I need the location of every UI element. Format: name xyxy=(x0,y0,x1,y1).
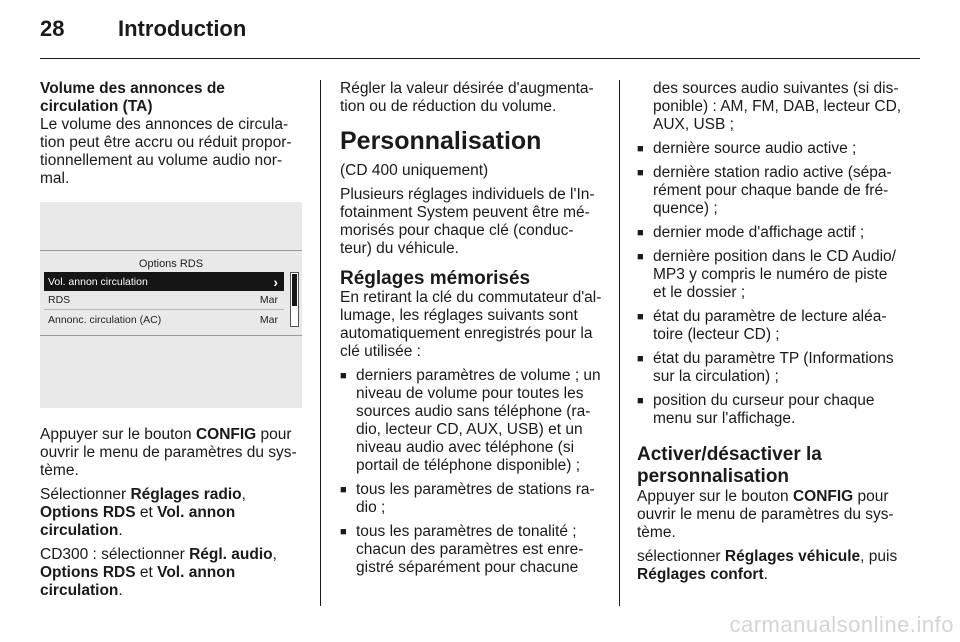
screen-scrollbar-thumb xyxy=(292,274,297,306)
page-header xyxy=(40,16,246,50)
config-instruction: Appuyer sur le bouton CONFIG pour ouvrir le menu de paramètres du sys-tème. xyxy=(40,426,297,479)
screen-bottom-rule xyxy=(40,335,302,336)
config-button-ref: CONFIG xyxy=(792,488,854,505)
config-instruction: Appuyer sur le bouton CONFIG pour ouvrir le menu de paramètres du sys-tème. xyxy=(637,488,894,541)
list-item: ■ état du paramètre de lecture aléa-toire (lecteur CD) ; xyxy=(637,308,904,344)
section-title-memorises: Réglages mémorisés xyxy=(340,268,531,289)
screen-top-rule xyxy=(40,250,302,251)
memorised-settings-list xyxy=(340,367,602,577)
screen-row-label: Annonc. circulation (AC) xyxy=(48,313,162,326)
select-instruction: Sélectionner Réglages radio, Options RDS et Vol. annon circulation. xyxy=(40,486,246,539)
screen-scrollbar xyxy=(290,272,299,327)
memorises-text: En retirant la clé du commutateur d'al-lumage, les réglages suivants sont automatiquement enregistrés pour la clé utilisée : xyxy=(340,289,602,360)
screen-menu-row xyxy=(44,291,284,310)
personnalisation-text: Plusieurs réglages individuels de l'In-fotainment System peuvent être mé-morisés pour chaque clé (conduc-teur) du véhicule. xyxy=(340,186,595,257)
column-3 xyxy=(637,80,904,590)
ta-heading: Volume des annonces de circulation (TA) xyxy=(40,80,225,115)
screen-menu-list xyxy=(44,272,284,329)
section-title-activer: Activer/désactiver la personnalisation xyxy=(637,444,822,487)
config-button-ref: CONFIG xyxy=(195,426,257,443)
column-divider-1 xyxy=(320,80,321,606)
list-item: ■ position du curseur pour chaque menu sur l'affichage. xyxy=(637,392,904,428)
cd300-instruction: CD300 : sélectionner Régl. audio, Options RDS et Vol. annon circulation. xyxy=(40,546,277,599)
header-divider xyxy=(40,58,920,59)
list-item: ■ tous les paramètres de tonalité ; chacun des paramètres est enre-gistré séparément pour chacune xyxy=(340,523,602,577)
screen-row-value: Mar xyxy=(259,313,278,326)
ta-text: Le volume des annonces de circula-tion peut être accru ou réduit propor-tionnellement au volume audio nor-mal. xyxy=(40,116,292,187)
screen-menu-row xyxy=(44,310,284,329)
select-instruction: sélectionner Réglages véhicule, puis Réglages confort. xyxy=(637,548,898,583)
screen-title: Options RDS xyxy=(138,258,204,270)
column-divider-2 xyxy=(619,80,620,606)
list-item: ■ dernière position dans le CD Audio/ MP3 y compris le numéro de piste et le dossier ; xyxy=(637,248,904,302)
list-item: ■ tous les paramètres de stations ra-dio ; xyxy=(340,481,602,517)
page-number: 28 xyxy=(40,16,65,41)
cd400-note: (CD 400 uniquement) xyxy=(340,162,489,179)
column-1 xyxy=(40,80,302,606)
list-item: ■ dernier mode d'affichage actif ; xyxy=(637,224,904,242)
chevron-right-icon: › xyxy=(273,273,278,290)
watermark: carmanualsonline.info xyxy=(729,612,954,637)
volume-adjust-text: Régler la valeur désirée d'augmenta-tion ou de réduction du volume. xyxy=(340,80,594,115)
section-title-personnalisation: Personnalisation xyxy=(340,127,542,155)
screen-row-value: Mar xyxy=(259,294,278,306)
column-2 xyxy=(340,80,602,583)
rds-options-screenshot xyxy=(40,202,302,408)
continued-text: des sources audio suivantes (si dis-ponible) : AM, FM, DAB, lecteur CD, AUX, USB ; xyxy=(653,80,902,133)
screen-menu-row-selected xyxy=(44,272,284,291)
memorised-settings-list-cont xyxy=(637,140,904,428)
screen-row-label: Vol. annon circulation xyxy=(48,275,148,288)
screen-row-label: RDS xyxy=(48,294,71,306)
list-item: ■ derniers paramètres de volume ; un niveau de volume pour toutes les sources audio sans téléphone (ra-dio, lecteur CD, AUX, USB) et un niveau audio avec téléphone (si portail de téléphone disponible) ; xyxy=(340,367,602,475)
list-item: ■ dernière station radio active (sépa-rément pour chaque bande de fré-quence) ; xyxy=(637,164,904,218)
chapter-title: Introduction xyxy=(118,16,247,41)
list-item: ■ état du paramètre TP (Informations sur la circulation) ; xyxy=(637,350,904,386)
list-item: ■ dernière source audio active ; xyxy=(637,140,904,158)
